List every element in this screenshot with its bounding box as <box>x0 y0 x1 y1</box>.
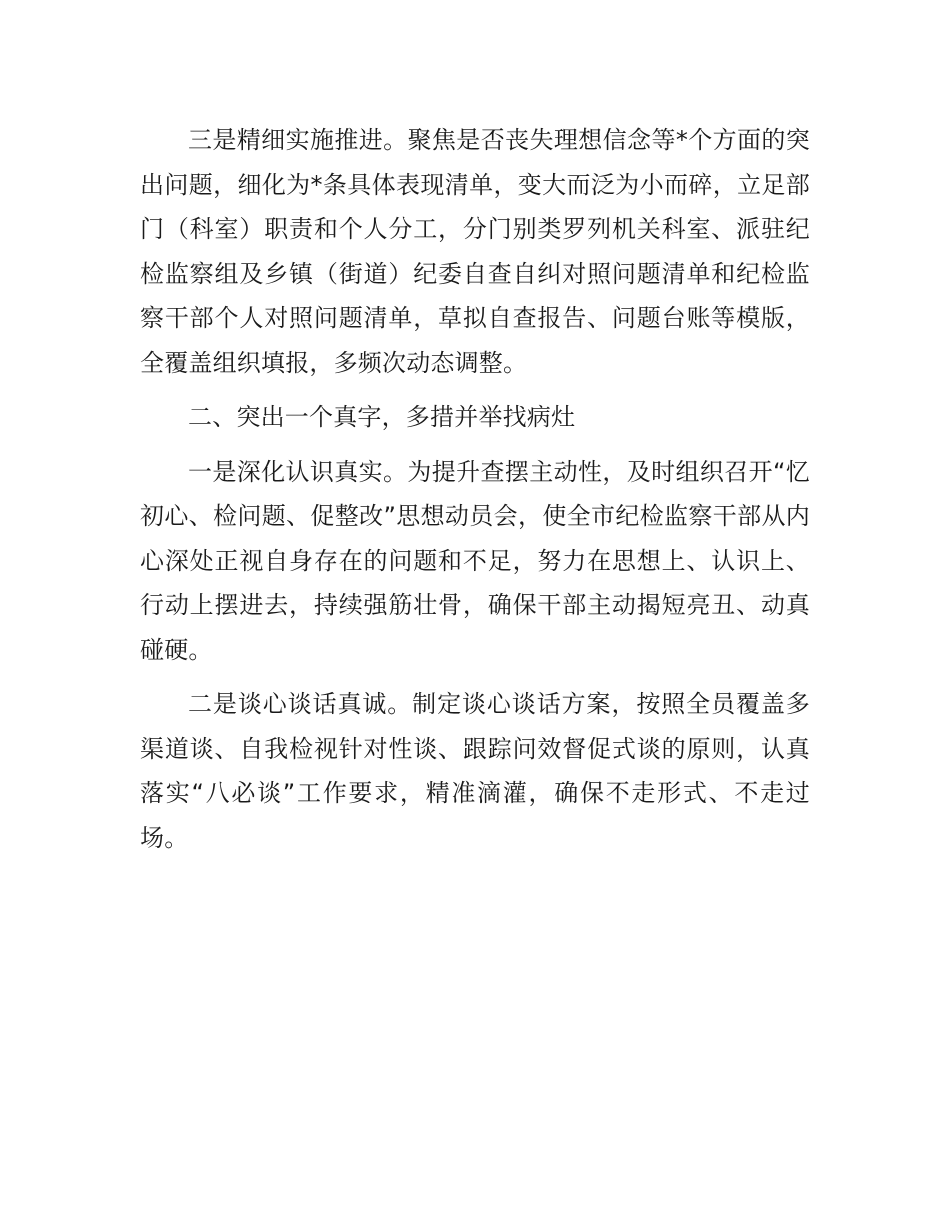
section-heading: 二、突出一个真字，多措并举找病灶 <box>188 403 576 431</box>
paragraph-heart-to-heart-talks: 二是谈心谈话真诚。制定谈心谈话方案，按照全员覆盖多渠道谈、自我检视针对性谈、跟踪问效督促式谈的原则，认真落实“八必谈”工作要求，精准滴灌，确保不走形式、不走过场。 <box>140 690 810 852</box>
paragraph-implementation: 三是精细实施推进。聚焦是否丧失理想信念等*个方面的突出问题，细化为*条具体表现清单，变大而泛为小而碎，立足部门（科室）职责和个人分工，分门别类罗列机关科室、派驻纪检监察组及乡镇（街道）纪委自查自纠对照问题清单和纪检监察干部个人对照问题清单，草拟自查报告、问题台账等模版，全覆盖组织填报，多频次动态调整。 <box>140 126 810 377</box>
paragraph-understanding: 一是深化认识真实。为提升查摆主动性，及时组织召开“忆初心、检问题、促整改”思想动员会，使全市纪检监察干部从内心深处正视自身存在的问题和不足，努力在思想上、认识上、行动上摆进去，持续强筋壮骨，确保干部主动揭短亮丑、动真碰硬。 <box>140 457 810 664</box>
